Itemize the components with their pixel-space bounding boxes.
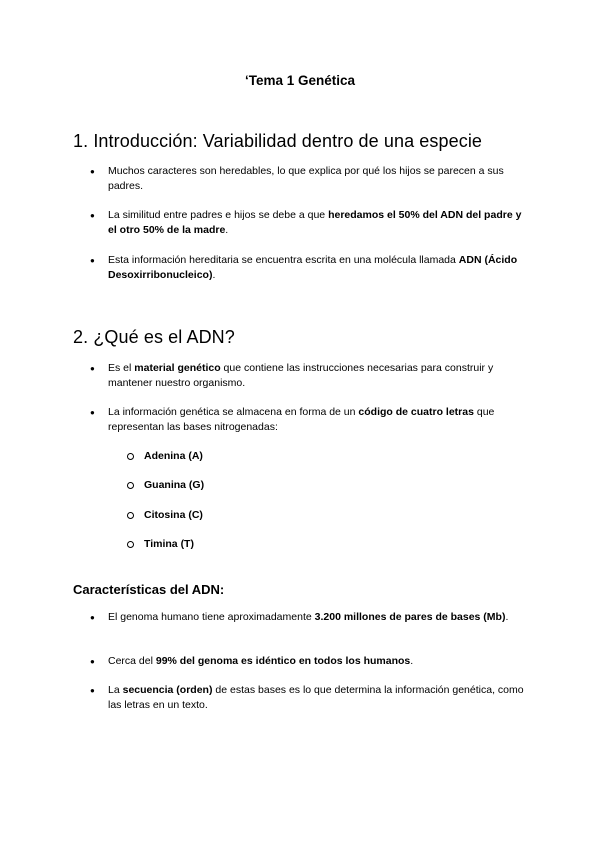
section-1-heading: 1. Introducción: Variabilidad dentro de una especie — [73, 131, 483, 151]
bullet-icon: ● — [90, 657, 95, 666]
bullet-icon: ● — [90, 364, 95, 373]
section-2-heading: 2. ¿Qué es el ADN? — [73, 327, 235, 347]
sub-list-item: Timina (T) — [127, 537, 194, 552]
list-item-text: La similitud entre padres e hijos se debe a que — [108, 209, 329, 221]
list-item: ● Esta información hereditaria se encuentra escrita en una molécula llamada ADN (Ácido Desoxirribonucleico). — [90, 254, 518, 281]
list-item: ● El genoma humano tiene aproximadamente 3.200 millones de pares de bases (Mb). — [90, 611, 509, 623]
list-item-text: El genoma humano tiene aproximadamente — [108, 611, 315, 623]
circle-bullet-icon — [127, 512, 134, 519]
bullet-icon: ● — [90, 408, 95, 417]
bullet-icon: ● — [90, 167, 95, 176]
list-item-text: Esta información hereditaria se encuentra escrita en una molécula llamada — [108, 254, 459, 266]
bold-text: secuencia (orden) — [122, 684, 213, 696]
document-title: ‘Tema 1 Genética — [244, 73, 356, 88]
sub-list-item: Citosina (C) — [127, 508, 203, 523]
sub-list-item: Guanina (G) — [127, 478, 204, 493]
list-item-text: Cerca del — [108, 655, 156, 667]
bold-text: 99% del genoma es idéntico en todos los humanos — [155, 655, 411, 667]
bold-text: heredamos el 50% del ADN del padre y el otro 50% de la madre — [108, 209, 522, 236]
list-item: ● Es el material genético que contiene las instrucciones necesarias para construir y mantener nuestro organismo. — [90, 362, 494, 389]
list-item: ● La información genética se almacena en forma de un código de cuatro letras que representan las bases nitrogenadas: — [90, 406, 495, 433]
bold-text: ADN (Ácido Desoxirribonucleico) — [108, 254, 518, 281]
list-item-text: Muchos caracteres son heredables, lo que explica por qué los hijos se parecen a sus padres. — [108, 165, 504, 192]
circle-bullet-icon — [127, 453, 134, 460]
list-item: ● Cerca del 99% del genoma es idéntico en todos los humanos. — [90, 655, 414, 667]
list-item: ● La similitud entre padres e hijos se debe a que heredamos el 50% del ADN del padre y el otro 50% de la madre. — [90, 209, 522, 236]
section-3-heading: Características del ADN: — [73, 582, 225, 597]
list-item-text: Es el — [108, 362, 135, 374]
bold-text: 3.200 millones de pares de bases (Mb) — [314, 611, 506, 623]
bold-text: material genético — [134, 362, 221, 374]
circle-bullet-icon — [127, 482, 134, 489]
circle-bullet-icon — [127, 541, 134, 548]
bullet-icon: ● — [90, 686, 95, 695]
bullet-icon: ● — [90, 256, 95, 265]
list-item: ● La secuencia (orden) de estas bases es lo que determina la información genética, como las letras en un texto. — [90, 684, 524, 711]
list-item — [90, 164, 530, 194]
bullet-icon: ● — [90, 613, 95, 622]
bold-text: código de cuatro letras — [358, 406, 474, 418]
list-item-text: La información genética se almacena en forma de un — [108, 406, 359, 418]
list-item-text: La — [108, 684, 123, 696]
bullet-icon: ● — [90, 211, 95, 220]
sub-list-item: Adenina (A) — [127, 449, 203, 464]
